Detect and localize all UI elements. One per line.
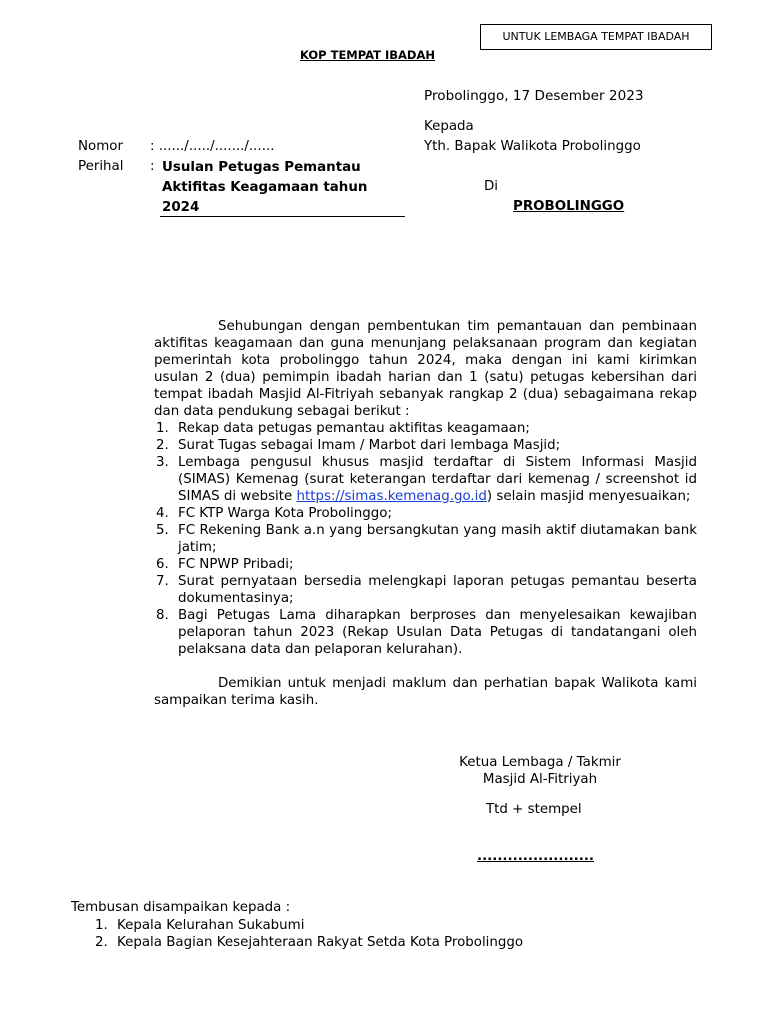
cc-text: Kepala Bagian Kesejahteraan Rakyat Setda Kota Probolinggo xyxy=(117,935,524,950)
signature-stamp-note: Ttd + stempel xyxy=(486,802,582,817)
list-number: 2. xyxy=(156,438,169,453)
list-item-text: Lembaga pengusul khusus masjid terdaftar di Sistem Informasi Masjid (SIMAS) Kemenag (surat keterangan terdaftar dari kemenag / screenshot id SIMAS di website xyxy=(178,455,697,504)
perihal-subject: Usulan Petugas Pemantau Aktifitas Keagamaan tahun 2024 xyxy=(162,160,368,215)
list-item xyxy=(154,556,697,573)
list-number: 8. xyxy=(156,608,169,623)
list-item-text: Surat pernyataan bersedia melengkapi laporan petugas pemantau beserta dokumentasinya; xyxy=(178,574,697,606)
list-item-text: FC Rekening Bank a.n yang bersangkutan yang masih aktif diutamakan bank jatim; xyxy=(178,523,697,555)
list-number: 4. xyxy=(156,506,169,521)
signature-block xyxy=(446,754,634,788)
list-item xyxy=(154,420,697,437)
nomor-label: Nomor xyxy=(78,139,123,154)
list-number: 5. xyxy=(156,523,169,538)
recipient-city: PROBOLINGGO xyxy=(513,199,625,214)
cc-text: Kepala Kelurahan Sukabumi xyxy=(117,918,305,933)
cc-number: 2. xyxy=(95,935,108,950)
signatory-organization: Masjid Al-Fitriyah xyxy=(482,772,598,787)
recipient-intro: Kepada xyxy=(424,119,474,134)
list-item xyxy=(154,505,697,522)
letter-date: Probolinggo, 17 Desember 2023 xyxy=(424,88,644,104)
cc-item xyxy=(93,934,523,951)
list-item-text: FC NPWP Pribadi; xyxy=(178,557,294,572)
subject-underline xyxy=(160,216,405,217)
institution-type-box: UNTUK LEMBAGA TEMPAT IBADAH xyxy=(480,24,712,50)
nomor-value: : ....../...../......./...... xyxy=(150,139,275,154)
perihal-label: Perihal xyxy=(78,159,124,174)
list-item-text: Surat Tugas sebagai Imam / Marbot dari lembaga Masjid; xyxy=(178,438,561,453)
list-item xyxy=(154,454,697,505)
list-number: 7. xyxy=(156,574,169,589)
list-item xyxy=(154,437,697,454)
cc-number: 1. xyxy=(95,918,108,933)
cc-title: Tembusan disampaikan kepada : xyxy=(71,900,291,915)
simas-link[interactable]: https://simas.kemenag.go.id xyxy=(296,489,487,504)
opening-paragraph: Sehubungan dengan pembentukan tim pemantauan dan pembinaan aktifitas keagamaan dan guna menunjang pelaksanaan program dan kegiatan pemerintah kota probolinggo tahun 2024, maka dengan ini kami kirimkan usulan 2 (dua) pemimpin ibadah harian dan 1 (satu) petugas kebersihan dari tempat ibadah Masjid Al-Fitriyah sebanyak rangkap 2 (dua) sebagaimana rekap dan data pendukung sebagai berikut : xyxy=(154,319,697,419)
list-number: 1. xyxy=(156,421,169,436)
list-number: 6. xyxy=(156,557,169,572)
signatory-role: Ketua Lembaga / Takmir xyxy=(459,755,621,770)
letterhead-title: KOP TEMPAT IBADAH xyxy=(300,48,435,62)
requirements-list xyxy=(154,420,697,658)
list-item-text-end: ) selain masjid menyesuaikan; xyxy=(486,489,691,504)
list-item-text: Bagi Petugas Lama diharapkan berproses dan menyelesaikan kewajiban pelaporan tahun 2023 (Rekap Usulan Data Petugas di tandatangani oleh pelaksana data dan pelaporan kelurahan). xyxy=(178,608,697,657)
recipient-name: Yth. Bapak Walikota Probolinggo xyxy=(424,139,641,154)
signatory-name-placeholder: ....................... xyxy=(477,849,594,864)
list-item-text: Rekap data petugas pemantau aktifitas keagamaan; xyxy=(178,421,530,436)
list-item xyxy=(154,573,697,607)
list-item xyxy=(154,607,697,658)
perihal-colon: : xyxy=(150,159,155,174)
list-item-text: FC KTP Warga Kota Probolinggo; xyxy=(178,506,392,521)
list-number: 3. xyxy=(156,455,169,470)
list-item xyxy=(154,522,697,556)
letter-body xyxy=(154,318,697,709)
recipient-location-prefix: Di xyxy=(484,179,499,194)
closing-paragraph: Demikian untuk menjadi maklum dan perhatian bapak Walikota kami sampaikan terima kasih. xyxy=(154,676,697,708)
cc-item xyxy=(93,917,523,934)
cc-list xyxy=(93,917,523,951)
